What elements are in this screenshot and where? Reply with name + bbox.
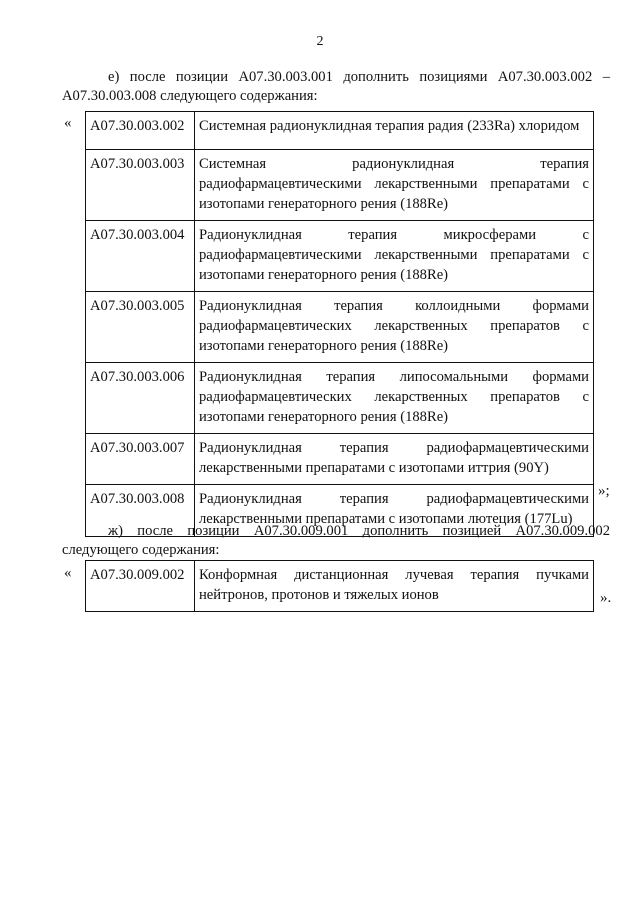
code-cell: А07.30.009.002 <box>86 561 195 612</box>
code-cell: А07.30.003.006 <box>86 363 195 434</box>
section-zh-open-quote: « <box>64 565 72 581</box>
section-zh-text: ж) после позиции А07.30.009.001 дополнить позицией А07.30.009.002 следующего содержания: <box>62 523 610 558</box>
table-row <box>86 292 594 363</box>
description-cell: Радионуклидная терапия микросферами с радиофармацевтическими лекарственными препаратами с изотопами генераторного рения (188Re) <box>195 221 594 292</box>
description-cell: Системная радионуклидная терапия радия (233Ra) хлоридом <box>195 112 594 150</box>
section-zh-paragraph <box>62 522 610 560</box>
table-row <box>86 112 594 150</box>
description-cell: Радионуклидная терапия коллоидными формами радиофармацевтических лекарственных препаратов с изотопами генераторного рения (188Re) <box>195 292 594 363</box>
code-cell: А07.30.003.005 <box>86 292 195 363</box>
section-e-open-quote: « <box>64 115 72 131</box>
section-e-table <box>85 111 594 537</box>
table-row <box>86 150 594 221</box>
code-cell: А07.30.003.004 <box>86 221 195 292</box>
table-row <box>86 561 594 612</box>
page-number: 2 <box>316 34 324 49</box>
code-cell: А07.30.003.008 <box>86 485 195 537</box>
section-zh-close-quote: ». <box>600 590 612 606</box>
section-zh-table <box>85 560 594 612</box>
code-cell: А07.30.003.002 <box>86 112 195 150</box>
table-row <box>86 363 594 434</box>
table-row <box>86 434 594 485</box>
description-cell: Радионуклидная терапия радиофармацевтическими лекарственными препаратами с изотопами иттрия (90Y) <box>195 434 594 485</box>
section-e-close-quote: »; <box>598 483 610 499</box>
description-cell: Конформная дистанционная лучевая терапия пучками нейтронов, протонов и тяжелых ионов <box>195 561 594 612</box>
description-cell: Радионуклидная терапия радиофармацевтическими лекарственными препаратами с изотопами лютеция (177Lu) <box>195 485 594 537</box>
section-e-text: е) после позиции А07.30.003.001 дополнить позициями А07.30.003.002 – А07.30.003.008 следующего содержания: <box>62 69 610 104</box>
description-cell: Системная радионуклидная терапия радиофармацевтическими лекарственными препаратами с изотопами генераторного рения (188Re) <box>195 150 594 221</box>
table-row <box>86 221 594 292</box>
code-cell: А07.30.003.007 <box>86 434 195 485</box>
code-cell: А07.30.003.003 <box>86 150 195 221</box>
section-e-paragraph <box>62 68 610 106</box>
description-cell: Радионуклидная терапия липосомальными формами радиофармацевтических лекарственных препаратов с изотопами генераторного рения (188Re) <box>195 363 594 434</box>
